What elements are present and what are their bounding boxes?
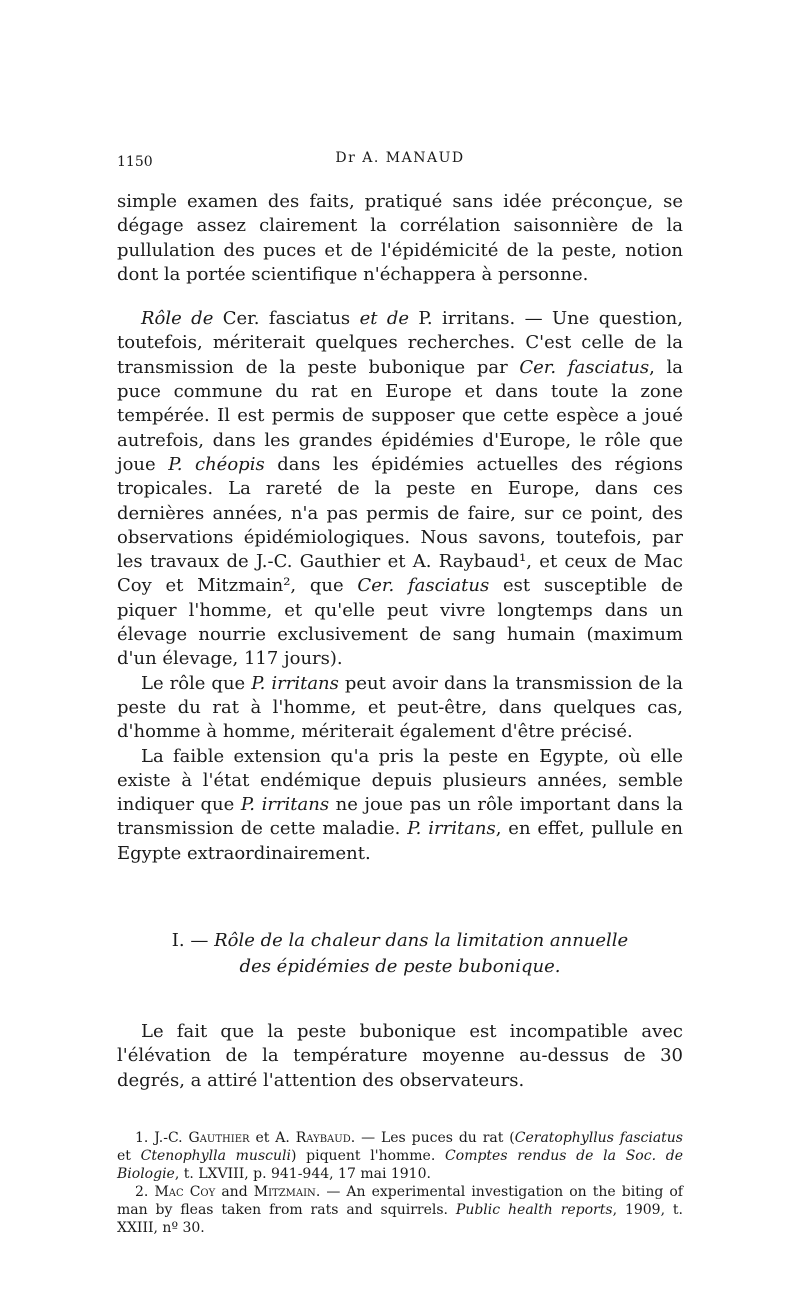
paragraph-intro: simple examen des faits, pratiqué sans idée préconçue, se dégage assez clairement la corrélation saisonnière de la pullulation des puces et de l'épidémicité de la peste, notion dont la portée scientifique n'échappera à personne. xyxy=(117,191,683,285)
footnote-1 xyxy=(117,1129,683,1183)
footnote-text: ) piquent l'homme. xyxy=(290,1147,446,1164)
journal-title: Public health reports xyxy=(455,1201,613,1218)
text-run: La faible extension qu'a pris la peste en Egypte, où elle existe à l'état endémique depuis plusieurs années, semble indiquer que xyxy=(117,745,683,816)
author-name: Mitzmain xyxy=(253,1183,316,1200)
species-name: P. irritans xyxy=(407,818,496,840)
footnote-text: , t. LXVIII, p. 941-944, 17 mai 1910. xyxy=(174,1165,431,1182)
author-name: Gauthier xyxy=(188,1129,250,1146)
text-run: — Une question, toutefois, mériterait quelques recherches. C'est celle de la transmission de la peste bubonique par xyxy=(117,308,683,378)
text-run: peut avoir dans la transmission de la peste du rat à l'homme, et peut-être, dans quelques cas, d'homme à homme, mériterait également d'être précisé. xyxy=(117,672,684,743)
paragraph-egypt xyxy=(117,745,683,866)
species-name: P. chéopis xyxy=(168,453,265,475)
text-run: dans les épidémies actuelles des régions tropicales. La rareté de la peste en Europe, dans ces dernières années, n'a pas permis de faire, sur ce point, des observations épidémiologiques. Nous savons, toutefois, par les travaux de J.-C. Gauthier et A. Raybaud¹, et ceux de Mac Coy et Mitzmain², que xyxy=(117,453,684,597)
footnotes xyxy=(117,1129,683,1237)
role-label-4: P. irritans. xyxy=(418,308,516,330)
text-run: est susceptible de piquer l'homme, et qu'elle peut vivre longtemps dans un élevage nourrie exclusivement de sang humain (maximum d'un élevage, 117 jours). xyxy=(117,575,684,670)
section-title-line-1: Rôle de la chaleur dans la limitation annuelle xyxy=(214,930,629,952)
paragraph-heat: Le fait que la peste bubonique est incompatible avec l'élévation de la température moyenne au-dessus de 30 degrés, a attiré l'attention des observateurs. xyxy=(117,1021,683,1091)
author-name: Raybaud xyxy=(295,1129,351,1146)
footnote-text: 1. J.-C. xyxy=(135,1129,189,1146)
text-run: Le rôle que xyxy=(141,672,252,694)
species-name: Cer. fasciatus xyxy=(519,356,650,378)
author-name: Mac Coy xyxy=(154,1183,216,1200)
journal-title: Comptes rendus de la Soc. de Biologie xyxy=(117,1147,684,1182)
section-number: I. — xyxy=(171,930,209,952)
paragraph-role-irritans xyxy=(117,672,683,745)
species-name: P. irritans xyxy=(240,794,330,816)
role-label-1: Rôle de xyxy=(141,308,214,330)
running-title: Dr A. MANAUD xyxy=(335,150,465,166)
section-title-line-2: des épidémies de peste bubonique. xyxy=(239,956,561,978)
text-run: ne joue pas un rôle important dans la transmission de cette maladie. xyxy=(117,794,683,840)
footnote-text: et xyxy=(117,1147,141,1164)
footnote-text: et A. xyxy=(249,1129,296,1146)
document-page xyxy=(117,150,683,1237)
text-run: , la puce commune du rat en Europe et dans toute la zone tempérée. Il est permis de supposer que cette espèce a joué autrefois, dans les grandes épidémies d'Europe, le rôle que joue xyxy=(117,356,683,475)
species-name: P. irritans xyxy=(251,672,339,694)
footnote-2 xyxy=(117,1183,683,1237)
species-name: Ctenophylla musculi xyxy=(140,1147,291,1164)
page-number: 1150 xyxy=(117,154,153,170)
footnote-text: 2. xyxy=(135,1183,155,1200)
running-head xyxy=(117,150,683,176)
paragraph-role-fasciatus xyxy=(117,307,683,671)
species-name: Ceratophyllus fasciatus xyxy=(514,1129,683,1146)
section-heading xyxy=(117,928,683,980)
footnote-text: . — An experimental investigation on the biting of man by fleas taken from rats and squirrels. xyxy=(117,1183,683,1218)
species-name: Cer. fasciatus xyxy=(357,575,490,597)
text-run: , en effet, pullule en Egypte extraordinairement. xyxy=(117,818,683,864)
role-label-3: et de xyxy=(359,308,410,330)
footnote-text: . — Les puces du rat ( xyxy=(350,1129,515,1146)
role-label-2: Cer. fasciatus xyxy=(222,308,351,330)
footnote-text: and xyxy=(215,1183,254,1200)
footnote-text: , 1909, t. XXIII, nº 30. xyxy=(117,1201,684,1236)
